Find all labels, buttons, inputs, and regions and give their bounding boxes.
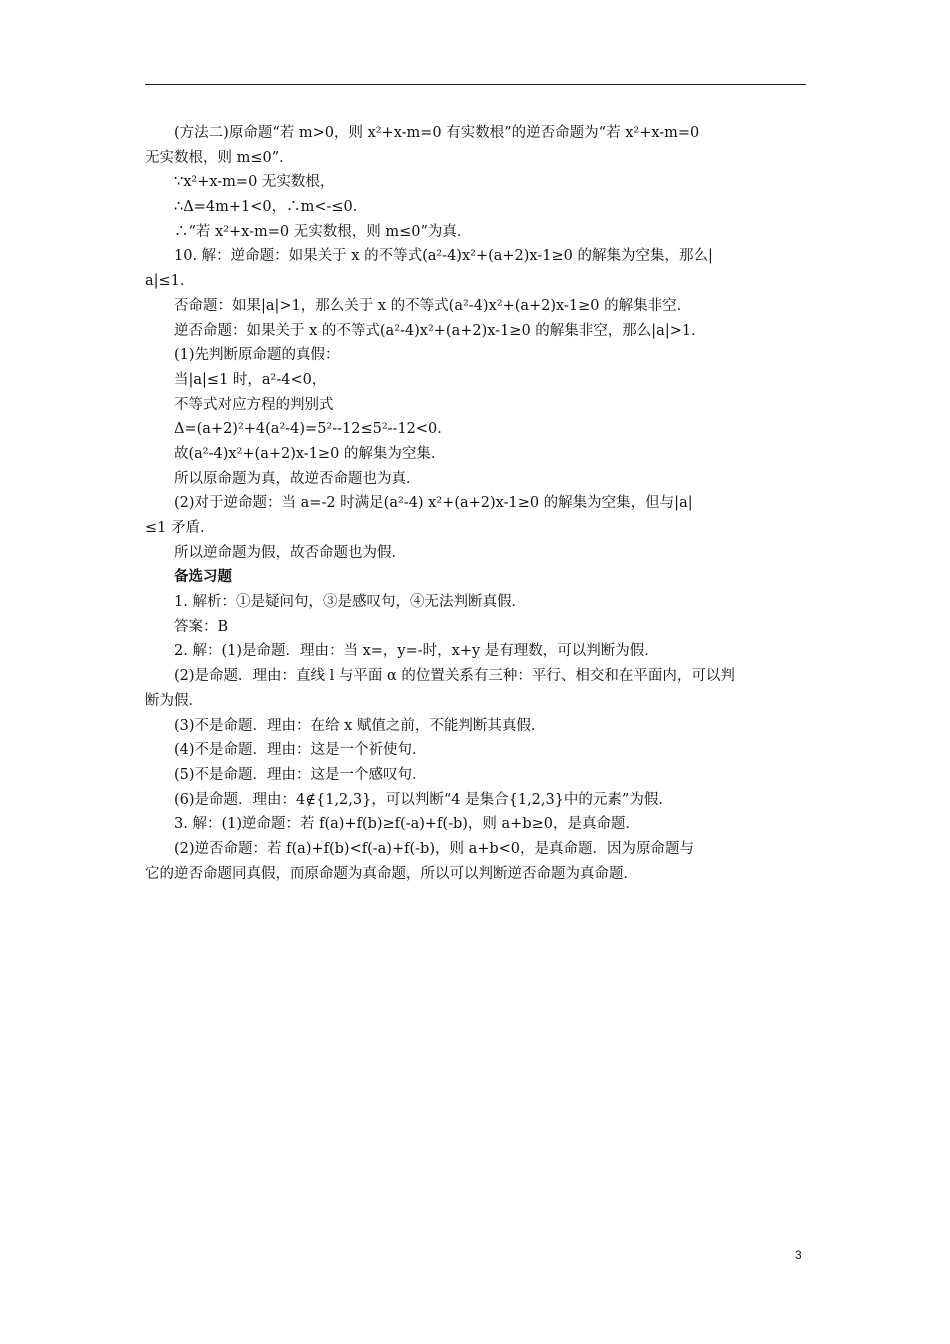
text-line: 1. 解析：①是疑问句，③是感叹句，④无法判断真假． bbox=[174, 594, 526, 611]
text-line: (2)逆否命题：若 f(a)+f(b)<f(-a)+f(-b)，则 a+b<0，是真命题．因为原命题与 bbox=[174, 840, 695, 857]
text-line: (4)不是命题．理由：这是一个祈使句． bbox=[174, 742, 427, 759]
text-line: (2)对于逆命题：当 a=-2 时满足(a²-4) x²+(a+2)x-1≥0 的解集为空集，但与|a| bbox=[174, 495, 693, 512]
text-line: a|≤1． bbox=[145, 273, 195, 290]
section-heading: 备选习题 bbox=[174, 568, 232, 586]
text-line: Δ=(a+2)²+4(a²-4)=5²--12≤5²--12<0． bbox=[174, 421, 452, 438]
text-line: (5)不是命题．理由：这是一个感叹句． bbox=[174, 766, 427, 783]
header-rule bbox=[145, 84, 806, 85]
text-line: 所以原命题为真，故逆否命题也为真． bbox=[174, 470, 421, 487]
text-line: 它的逆否命题同真假，而原命题为真命题，所以可以判断逆否命题为真命题． bbox=[145, 865, 638, 882]
text-line: 3. 解：(1)逆命题：若 f(a)+f(b)≥f(-a)+f(-b)，则 a+b≥0，是真命题． bbox=[174, 816, 640, 833]
text-line: (3)不是命题．理由：在给 x 赋值之前，不能判断其真假． bbox=[174, 717, 546, 734]
page-number: 3 bbox=[795, 1248, 802, 1262]
text-line: 所以逆命题为假，故否命题也为假． bbox=[174, 544, 406, 561]
text-line: ∴“若 x²+x-m=0 无实数根，则 m≤0”为真． bbox=[174, 223, 472, 240]
text-line: (2)是命题．理由：直线 l 与平面 α 的位置关系有三种：平行、相交和在平面内，可以判 bbox=[174, 668, 735, 685]
text-line: 无实数根，则 m≤0”． bbox=[145, 149, 294, 166]
text-line: 10. 解：逆命题：如果关于 x 的不等式(a²-4)x²+(a+2)x-1≥0 的解集为空集，那么| bbox=[174, 248, 713, 265]
text-line: 当|a|≤1 时，a²-4<0， bbox=[174, 371, 327, 388]
text-line: ≤1 矛盾． bbox=[145, 520, 215, 536]
text-line: (1)先判断原命题的真假： bbox=[174, 347, 340, 364]
text-line: (6)是命题．理由：4∉{1,2,3}，可以判断“4 是集合{1,2,3}中的元素”为假． bbox=[174, 791, 673, 808]
text-line: 2. 解：(1)是命题．理由：当 x=，y=-时，x+y 是有理数，可以判断为假． bbox=[174, 643, 659, 660]
text-line: 故(a²-4)x²+(a+2)x-1≥0 的解集为空集． bbox=[174, 445, 446, 462]
text-line: 断为假． bbox=[145, 692, 203, 709]
text-line: (方法二)原命题“若 m>0，则 x²+x-m=0 有实数根”的逆否命题为“若 x²+x-m=0 bbox=[174, 125, 700, 141]
text-line: 答案：B bbox=[174, 618, 229, 635]
text-line: 不等式对应方程的判别式 bbox=[174, 396, 334, 413]
text-line: ∵x²+x-m=0 无实数根， bbox=[174, 174, 335, 191]
document-body bbox=[145, 121, 806, 886]
text-line: 逆否命题：如果关于 x 的不等式(a²-4)x²+(a+2)x-1≥0 的解集非空，那么|a|>1． bbox=[174, 322, 706, 339]
text-line: ∴Δ=4m+1<0，∴m<-≤0． bbox=[174, 199, 368, 216]
text-line: 否命题：如果|a|>1，那么关于 x 的不等式(a²-4)x²+(a+2)x-1≥0 的解集非空． bbox=[174, 297, 692, 314]
